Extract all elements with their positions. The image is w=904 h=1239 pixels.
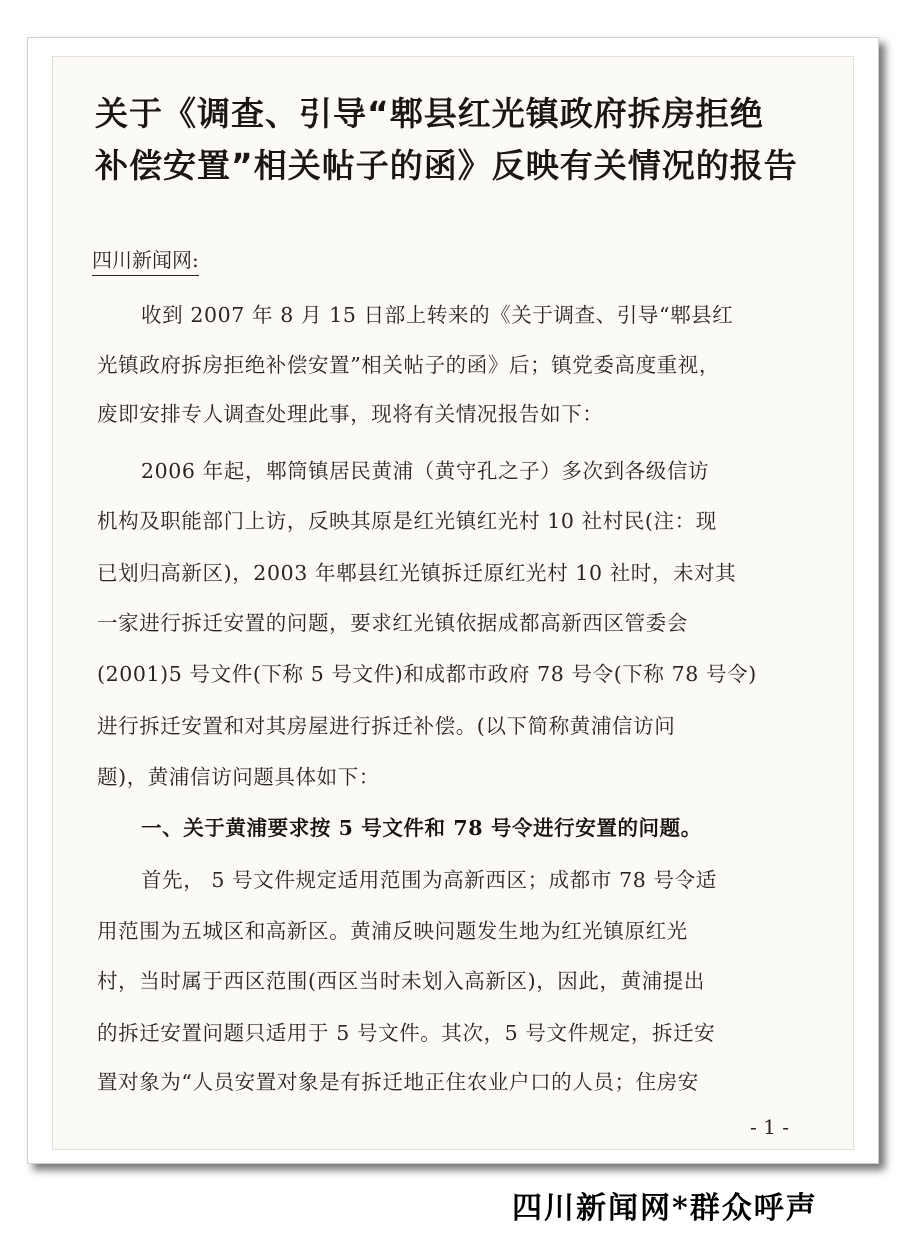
body-line: 光镇政府拆房拒绝补偿安置”相关帖子的函》后；镇党委高度重视， [97,353,720,377]
body-line: 机构及职能部门上访，反映其原是红光镇红光村 10 社村民(注：现 [97,509,717,533]
title-line-1: 关于《调查、引导“郫县红光镇政府拆房拒绝 [95,94,764,133]
recipient-underline [92,275,199,276]
body-line: 2006 年起，郫筒镇居民黄浦（黄守孔之子）多次到各级信访 [141,459,710,483]
body-line: 一家进行拆迁安置的问题，要求红光镇依据成都高新西区管委会 [97,611,688,635]
title-line-2: 补偿安置”相关帖子的函》反映有关情况的报告 [95,146,798,185]
body-line: 进行拆迁安置和对其房屋进行拆迁补偿。(以下简称黄浦信访问 [97,714,676,738]
page-number: - 1 - [750,1115,789,1139]
recipient: 四川新闻网: [92,246,199,274]
body-line: 的拆迁安置问题只适用于 5 号文件。其次，5 号文件规定，拆迁安 [97,1021,716,1045]
body-line: 用范围为五城区和高新区。黄浦反映问题发生地为红光镇原红光 [97,919,688,943]
body-line: 置对象为“人员安置对象是有拆迁地正住农业户口的人员；住房安 [97,1070,699,1094]
document-title [95,88,815,192]
body-line: (2001)5 号文件(下称 5 号文件)和成都市政府 78 号令(下称 78 号令) [97,662,757,686]
body-line: 已划归高新区)，2003 年郫县红光镇拆迁原红光村 10 社时，未对其 [97,561,737,585]
body-line: 收到 2007 年 8 月 15 日部上转来的《关于调查、引导“郫县红 [141,303,734,327]
body-line: 首先， 5 号文件规定适用范围为高新西区；成都市 78 号令适 [141,868,717,892]
body-line: 村，当时属于西区范围(西区当时未划入高新区)，因此，黄浦提出 [97,969,705,993]
source-watermark: 四川新闻网*群众呼声 [512,1191,818,1226]
body-line: 题)，黄浦信访问题具体如下： [97,765,380,789]
body-line: 废即安排专人调查处理此事，现将有关情况报告如下： [97,402,604,426]
section-heading: 一、关于黄浦要求按 5 号文件和 78 号令进行安置的问题。 [141,816,702,840]
